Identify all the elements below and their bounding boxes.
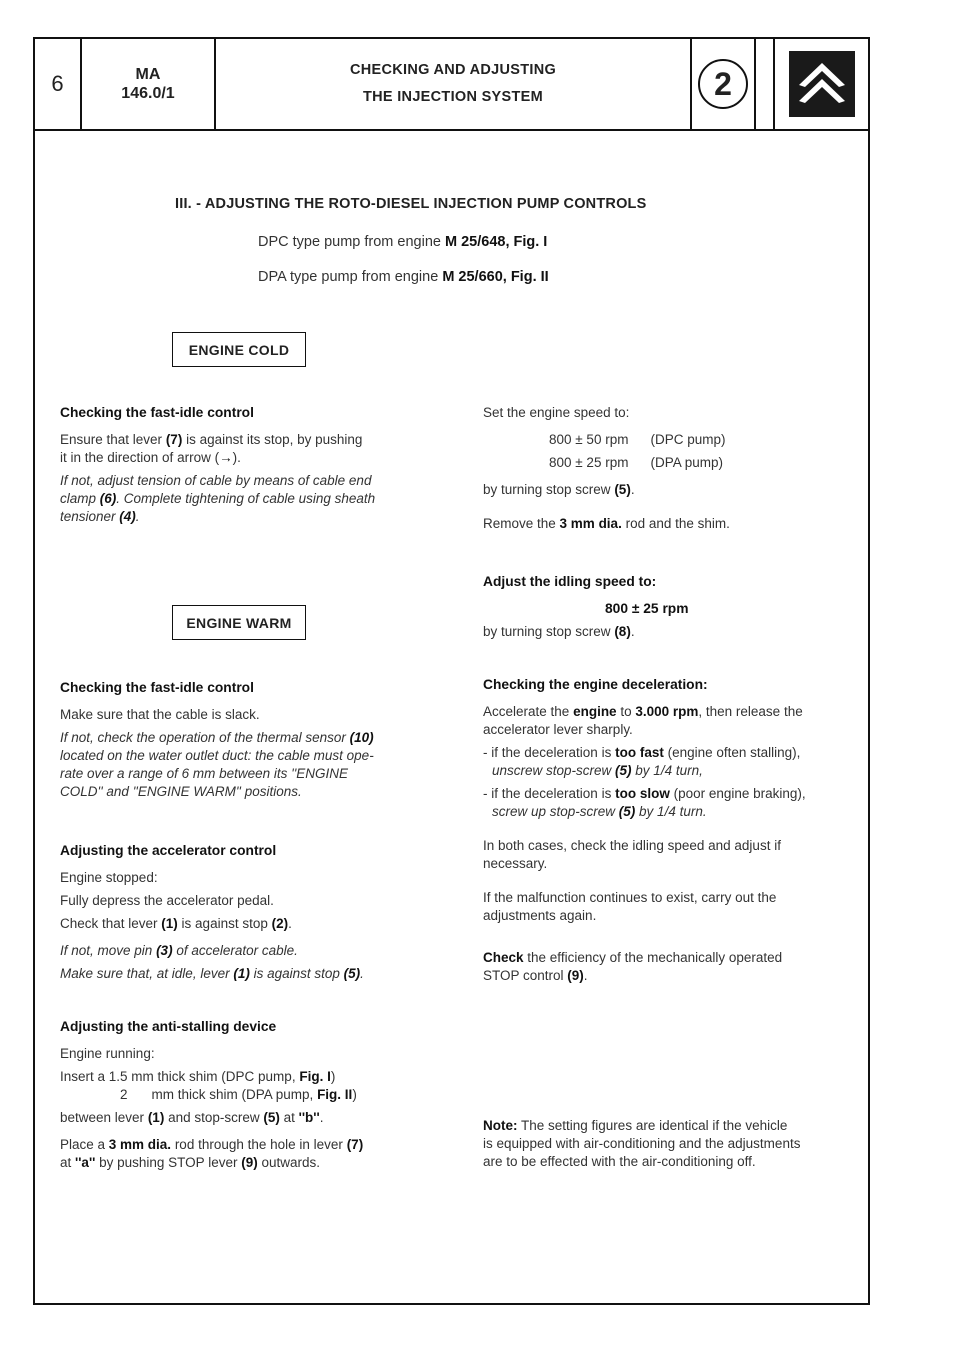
arrow-icon: → xyxy=(219,450,233,465)
idling-text-1: by turning stop screw (8). xyxy=(483,624,635,639)
deceleration-text-2: accelerator lever sharply. xyxy=(483,722,633,737)
set-speed-row-dpa: 800 ± 25 rpm (DPA pump) xyxy=(549,455,723,470)
deceleration-heading: Checking the engine deceleration: xyxy=(483,677,708,692)
anti-stalling-block xyxy=(60,1018,420,1172)
deceleration-block xyxy=(483,676,853,985)
fast-idle-cold-italic-1: If not, adjust tension of cable by means of cable end xyxy=(60,473,372,488)
idling-heading: Adjust the idling speed to: xyxy=(483,574,657,589)
anti-stalling-text-5: Place a 3 mm dia. rod through the hole in lever (7) xyxy=(60,1137,364,1152)
document-code xyxy=(82,39,216,129)
fast-idle-warm-italic-4: COLD'' and ''ENGINE WARM'' positions. xyxy=(60,784,302,799)
set-speed-row-dpc: 800 ± 50 rpm (DPC pump) xyxy=(549,432,726,447)
fast-idle-warm-italic-1: If not, check the operation of the thermal sensor (10) xyxy=(60,730,374,745)
deceleration-bullet-2: - if the deceleration is too slow (poor engine braking), xyxy=(483,786,806,801)
accelerator-text-1: Engine stopped: xyxy=(60,870,158,885)
set-speed-text-3: Remove the 3 mm dia. rod and the shim. xyxy=(483,516,730,531)
badge-circle: 2 xyxy=(698,59,748,109)
deceleration-bullet-1-italic: unscrew stop-screw (5) by 1/4 turn, xyxy=(492,763,703,778)
fast-idle-cold-text-1: Ensure that lever (7) is against its stop, by pushing xyxy=(60,432,363,447)
note-line-3: are to be effected with the air-conditioning off. xyxy=(483,1154,756,1169)
deceleration-bullet-2-italic: screw up stop-screw (5) by 1/4 turn. xyxy=(492,804,707,819)
fast-idle-cold-block xyxy=(60,404,420,526)
header-title xyxy=(216,39,692,129)
deceleration-para-2a: If the malfunction continues to exist, carry out the xyxy=(483,890,777,905)
deceleration-para-1b: necessary. xyxy=(483,856,548,871)
anti-stalling-text-2: Insert a 1.5 mm thick shim (DPC pump, Fig. I) xyxy=(60,1069,336,1084)
fast-idle-warm-italic-2: located on the water outlet duct: the cable must ope- xyxy=(60,748,374,763)
page-header xyxy=(35,39,868,131)
deceleration-check-2: STOP control (9). xyxy=(483,968,588,983)
anti-stalling-text-4: between lever (1) and stop-screw (5) at ''b''. xyxy=(60,1110,324,1125)
deceleration-bullet-1: - if the deceleration is too fast (engine often stalling), xyxy=(483,745,801,760)
accelerator-block xyxy=(60,842,420,983)
idling-block xyxy=(483,573,853,641)
chevron-logo-icon xyxy=(789,51,855,117)
note-line-1: Note: The setting figures are identical if the vehicle xyxy=(483,1118,788,1133)
note-block xyxy=(483,1117,853,1171)
accelerator-italic-1: If not, move pin (3) of accelerator cable. xyxy=(60,943,298,958)
fast-idle-cold-heading: Checking the fast-idle control xyxy=(60,405,254,420)
accelerator-italic-2: Make sure that, at idle, lever (1) is against stop (5). xyxy=(60,966,364,981)
set-speed-block xyxy=(483,404,853,533)
deceleration-text-1: Accelerate the engine to 3.000 rpm, then release the xyxy=(483,704,803,719)
code-line-2: 146.0/1 xyxy=(121,85,175,102)
deceleration-check-1: Check the efficiency of the mechanically operated xyxy=(483,950,783,965)
idling-value: 800 ± 25 rpm xyxy=(605,601,689,616)
engine-cold-tag: ENGINE COLD xyxy=(172,332,306,367)
note-line-2: is equipped with air-conditioning and the adjustments xyxy=(483,1136,801,1151)
pump-line-dpa: DPA type pump from engine M 25/660, Fig. II xyxy=(258,269,549,285)
title-line-1: CHECKING AND ADJUSTING xyxy=(349,62,557,78)
fast-idle-cold-italic-2: clamp (6). Complete tightening of cable using sheath xyxy=(60,491,376,506)
brand-logo xyxy=(775,39,868,129)
section-badge xyxy=(692,39,756,129)
anti-stalling-text-1: Engine running: xyxy=(60,1046,155,1061)
section-title: III. - ADJUSTING THE ROTO-DIESEL INJECTION PUMP CONTROLS xyxy=(175,196,647,212)
code-line-1: MA xyxy=(135,66,161,83)
anti-stalling-text-6: at ''a'' by pushing STOP lever (9) outwards. xyxy=(60,1155,320,1170)
anti-stalling-heading: Adjusting the anti-stalling device xyxy=(60,1019,277,1034)
anti-stalling-text-3: 2 mm thick shim (DPA pump, Fig. II) xyxy=(120,1087,357,1102)
header-spacer xyxy=(756,39,775,129)
deceleration-para-2b: adjustments again. xyxy=(483,908,597,923)
fast-idle-warm-heading: Checking the fast-idle control xyxy=(60,680,254,695)
fast-idle-warm-italic-3: rate over a range of 6 mm between its ''ENGINE xyxy=(60,766,349,781)
engine-warm-tag: ENGINE WARM xyxy=(172,605,306,640)
fast-idle-cold-italic-3: tensioner (4). xyxy=(60,509,140,524)
fast-idle-warm-block xyxy=(60,679,420,801)
fast-idle-warm-text-1: Make sure that the cable is slack. xyxy=(60,707,260,722)
set-speed-text-1: Set the engine speed to: xyxy=(483,405,630,420)
accelerator-text-2: Fully depress the accelerator pedal. xyxy=(60,893,274,908)
accelerator-text-3: Check that lever (1) is against stop (2). xyxy=(60,916,292,931)
page-number: 6 xyxy=(35,39,82,129)
pump-line-dpc: DPC type pump from engine M 25/648, Fig. I xyxy=(258,234,548,250)
deceleration-para-1a: In both cases, check the idling speed and adjust if xyxy=(483,838,781,853)
set-speed-text-2: by turning stop screw (5). xyxy=(483,482,635,497)
accelerator-heading: Adjusting the accelerator control xyxy=(60,843,277,858)
fast-idle-cold-text-2: it in the direction of arrow (→). xyxy=(60,450,241,465)
title-line-2: THE INJECTION SYSTEM xyxy=(362,89,544,105)
